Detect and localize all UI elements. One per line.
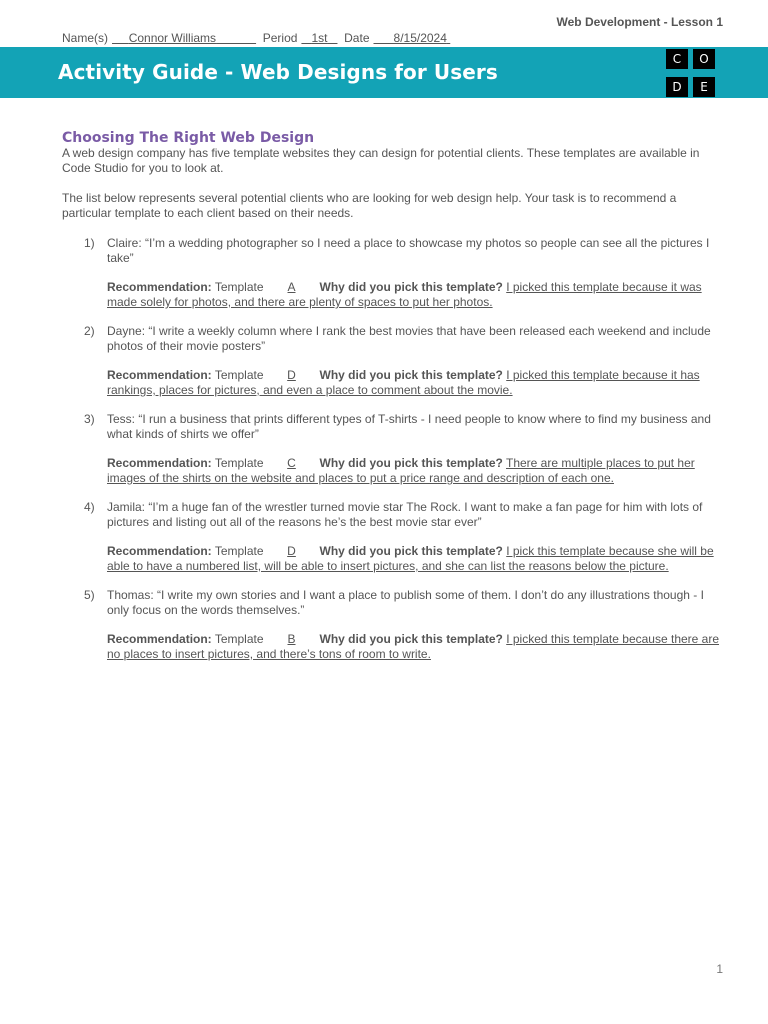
client-list [62, 236, 722, 662]
client-quote: Jamila: “I’m a huge fan of the wrestler turned movie star The Rock. I want to make a fan page for him with lots of pictures and listing out all of the reasons he’s the best movie star ever” [107, 500, 703, 529]
lesson-label: Web Development - Lesson 1 [556, 15, 723, 29]
item-number: 5) [84, 588, 95, 602]
item-number: 3) [84, 412, 95, 426]
page-title: Activity Guide - Web Designs for Users [58, 60, 498, 84]
client-quote: Claire: “I’m a wedding photographer so I need a place to showcase my photos so people can see all the pictures I take” [107, 236, 710, 265]
section-heading: Choosing The Right Web Design [62, 130, 315, 146]
reason-answer: I picked this template because there are no places to insert pictures, and there’s tons of room to write. [107, 632, 720, 661]
template-answer: D [287, 544, 296, 558]
template-answer: D [287, 368, 296, 382]
recommendation-line: Recommendation: Template A Why did you pick this template? I picked this template because it was made solely for photos, and there are plenty of spaces to put her photos. [107, 280, 702, 309]
item-number: 4) [84, 500, 95, 514]
client-item [62, 236, 722, 310]
client-item [62, 412, 722, 486]
recommendation-line: Recommendation: Template B Why did you pick this template? I picked this template because there are no places to insert pictures, and there’s tons of room to write. [107, 632, 720, 661]
template-answer: A [287, 280, 296, 294]
client-item [62, 500, 722, 574]
reason-answer: There are multiple places to put her images of the shirts on the website and places to put a price range and description of each one. [107, 456, 695, 485]
item-number: 1) [84, 236, 95, 250]
date-value: 8/15/2024 [393, 31, 447, 45]
recommendation-line: Recommendation: Template D Why did you pick this template? I picked this template because it has rankings, places for pictures, and even a place to comment about the movie. [107, 368, 700, 397]
logo-letter-c: C [666, 49, 688, 69]
student-info-line [62, 31, 450, 45]
template-answer: C [287, 456, 296, 470]
period-label: Period [262, 31, 298, 45]
period-value: 1st [311, 31, 328, 45]
logo-letter-d: D [666, 77, 688, 97]
intro-paragraph-1: A web design company has five template websites they can design for potential clients. These templates are available in Code Studio for you to look at. [62, 146, 700, 175]
name-label: Name(s) [62, 31, 109, 45]
item-number: 2) [84, 324, 95, 338]
client-quote: Tess: “I run a business that prints different types of T-shirts - I need people to know where to find my business and what kinds of shirts we offer” [107, 412, 711, 441]
recommendation-line: Recommendation: Template D Why did you pick this template? I pick this template because she will be able to have a numbered list, will be able to insert pictures, and she can list the reasons below the picture. [107, 544, 714, 573]
template-answer: B [287, 632, 296, 646]
client-item [62, 588, 722, 662]
client-quote: Dayne: “I write a weekly column where I rank the best movies that have been released each weekend and include photos of their movie posters” [107, 324, 711, 353]
reason-answer: I picked this template because it was made solely for photos, and there are plenty of spaces to put her photos. [107, 280, 702, 309]
code-logo [666, 49, 716, 95]
name-value: Connor Williams [128, 31, 217, 45]
intro-paragraph-2: The list below represents several potential clients who are looking for web design help. Your task is to recommend a particular template to each client based on their needs. [62, 191, 677, 220]
client-item [62, 324, 722, 398]
client-quote: Thomas: “I write my own stories and I want a place to publish some of them. I don’t do any illustrations though - I only focus on the words themselves.” [107, 588, 704, 617]
title-banner [0, 47, 768, 98]
page-number: 1 [716, 962, 723, 976]
logo-letter-e: E [693, 77, 715, 97]
reason-answer: I picked this template because it has rankings, places for pictures, and even a place to comment about the movie. [107, 368, 700, 397]
reason-answer: I pick this template because she will be able to have a numbered list, will be able to insert pictures, and she can list the reasons below the picture. [107, 544, 714, 573]
date-label: Date [344, 31, 370, 45]
recommendation-line: Recommendation: Template C Why did you pick this template? There are multiple places to put her images of the shirts on the website and places to put a price range and description of each one. [107, 456, 695, 485]
main-content [62, 130, 722, 676]
logo-letter-o: O [693, 49, 715, 69]
